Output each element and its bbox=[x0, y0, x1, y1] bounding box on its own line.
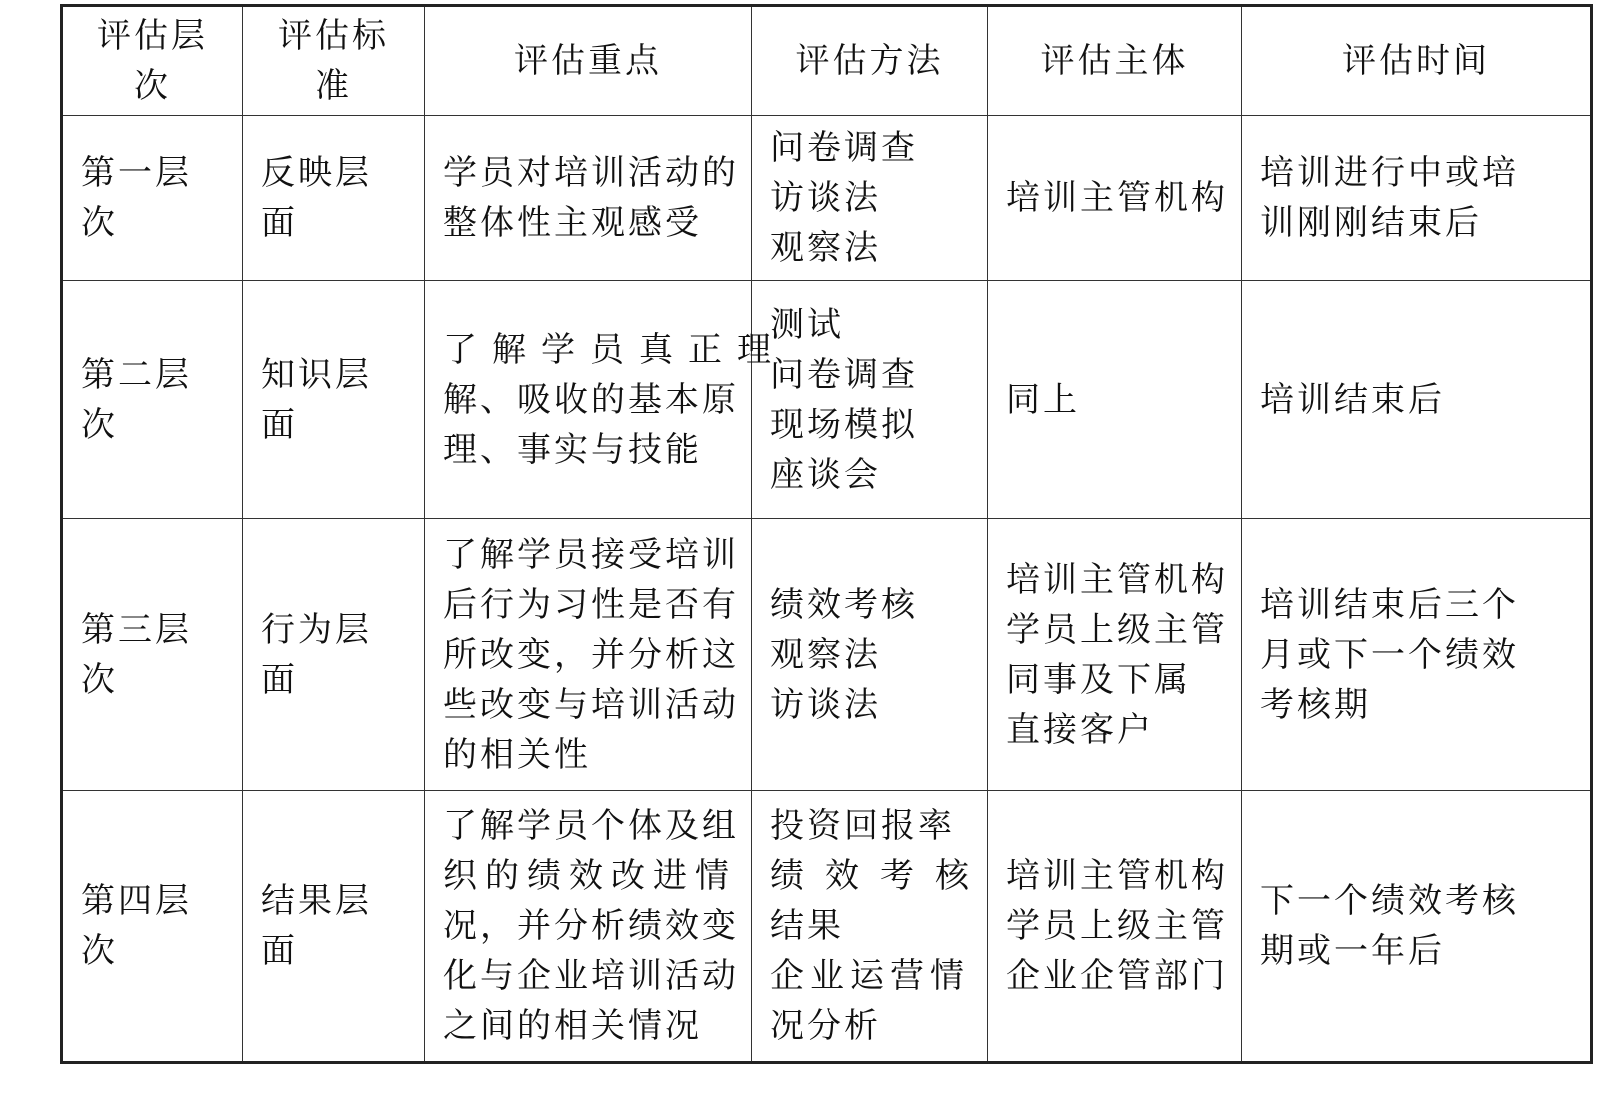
time-line: 考核期 bbox=[1260, 684, 1371, 725]
focus-line: 织的绩效改进情 bbox=[443, 856, 737, 896]
subject-line: 学员上级主管 bbox=[1006, 609, 1228, 650]
time-line: 培训结束后三个 bbox=[1260, 584, 1519, 625]
subject-line: 培训主管机构 bbox=[1006, 856, 1228, 896]
subject-cell bbox=[988, 281, 1242, 519]
standard-cell: 行为层面 bbox=[243, 519, 425, 791]
method-line: 绩效考核 bbox=[770, 584, 918, 625]
method-line: 问卷调查 bbox=[770, 354, 918, 395]
header-row bbox=[62, 6, 1592, 116]
subject-line: 培训主管机构 bbox=[1006, 559, 1228, 600]
subject-line: 直接客户 bbox=[1006, 709, 1154, 750]
focus-line: 的相关性 bbox=[443, 734, 591, 775]
subject-cell bbox=[988, 116, 1242, 281]
level-cell: 第三层次 bbox=[62, 519, 243, 791]
focus-cell bbox=[425, 281, 786, 519]
time-line: 下一个绩效考核 bbox=[1260, 881, 1519, 921]
time-line: 月或下一个绩效 bbox=[1260, 634, 1519, 675]
focus-line: 学员对培训活动的 bbox=[443, 153, 739, 193]
method-cell bbox=[752, 116, 988, 281]
focus-line: 了解学员接受培训 bbox=[443, 534, 739, 575]
method-line: 观察法 bbox=[770, 228, 881, 268]
subject-line: 同事及下属 bbox=[1006, 659, 1191, 700]
method-line: 况分析 bbox=[770, 1006, 881, 1046]
focus-line: 了解学员个体及组 bbox=[443, 806, 739, 846]
subject-line: 培训主管机构 bbox=[1006, 178, 1228, 218]
time-line: 训刚刚结束后 bbox=[1260, 203, 1482, 243]
table-row bbox=[62, 791, 1592, 1063]
level-cell: 第一层次 bbox=[62, 116, 243, 281]
table-row bbox=[62, 519, 1592, 791]
focus-cell bbox=[425, 116, 752, 281]
level-cell: 第二层次 bbox=[62, 281, 243, 519]
header-focus: 评估重点 bbox=[425, 6, 752, 116]
focus-line: 所改变，并分析这 bbox=[443, 634, 739, 675]
method-line: 访谈法 bbox=[770, 178, 881, 218]
method-line: 观察法 bbox=[770, 634, 881, 675]
time-cell bbox=[1242, 791, 1592, 1063]
time-cell bbox=[1242, 519, 1592, 791]
method-line: 投资回报率 bbox=[770, 806, 955, 846]
focus-line: 理、事实与技能 bbox=[443, 429, 702, 470]
header-method: 评估方法 bbox=[752, 6, 988, 116]
table-row bbox=[62, 281, 1592, 519]
focus-line: 化与企业培训活动 bbox=[443, 956, 739, 996]
subject-line: 学员上级主管 bbox=[1006, 906, 1228, 946]
header-level: 评估层次 bbox=[62, 6, 243, 116]
focus-line: 后行为习性是否有 bbox=[443, 584, 739, 625]
table-body bbox=[62, 116, 1592, 1063]
subject-line: 同上 bbox=[1006, 379, 1080, 420]
method-line: 企业运营情 bbox=[770, 956, 970, 996]
time-cell bbox=[1242, 281, 1592, 519]
level-cell: 第四层次 bbox=[62, 791, 243, 1063]
subject-line: 企业企管部门 bbox=[1006, 956, 1228, 996]
header-time: 评估时间 bbox=[1242, 6, 1592, 116]
time-line: 培训结束后 bbox=[1260, 379, 1445, 420]
method-line: 结果 bbox=[770, 906, 844, 946]
method-line: 访谈法 bbox=[770, 684, 881, 725]
focus-line: 整体性主观感受 bbox=[443, 203, 702, 243]
subject-cell bbox=[988, 519, 1242, 791]
focus-line: 了解学员真正理 bbox=[443, 329, 786, 370]
standard-cell: 反映层面 bbox=[243, 116, 425, 281]
time-line: 培训进行中或培 bbox=[1260, 153, 1519, 193]
focus-line: 况，并分析绩效变 bbox=[443, 906, 739, 946]
time-cell bbox=[1242, 116, 1592, 281]
header-standard: 评估标准 bbox=[243, 6, 425, 116]
table-row bbox=[62, 116, 1592, 281]
focus-line: 些改变与培训活动 bbox=[443, 684, 739, 725]
method-line: 座谈会 bbox=[770, 454, 881, 495]
focus-cell bbox=[425, 791, 752, 1063]
focus-line: 解、吸收的基本原 bbox=[443, 379, 739, 420]
method-line: 绩效考核 bbox=[770, 856, 990, 896]
table-header bbox=[62, 6, 1592, 116]
method-line: 现场模拟 bbox=[770, 404, 918, 445]
subject-cell bbox=[988, 791, 1242, 1063]
method-cell bbox=[752, 281, 988, 519]
focus-line: 之间的相关情况 bbox=[443, 1006, 702, 1046]
method-line: 测试 bbox=[770, 304, 844, 345]
method-cell bbox=[752, 791, 988, 1063]
standard-cell: 结果层面 bbox=[243, 791, 425, 1063]
focus-cell bbox=[425, 519, 752, 791]
method-cell bbox=[752, 519, 988, 791]
header-subject: 评估主体 bbox=[988, 6, 1242, 116]
time-line: 期或一年后 bbox=[1260, 931, 1445, 971]
method-line: 问卷调查 bbox=[770, 128, 918, 168]
evaluation-table bbox=[60, 4, 1593, 1064]
standard-cell: 知识层面 bbox=[243, 281, 425, 519]
